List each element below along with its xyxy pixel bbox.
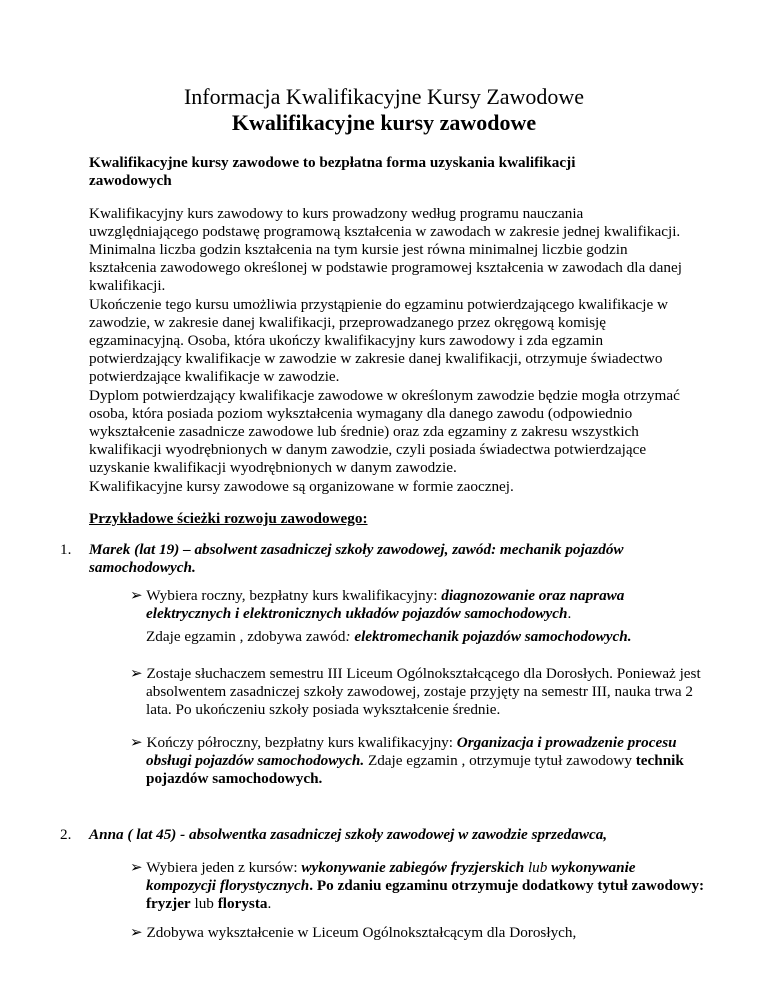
bullet-arrow-icon: ➢	[130, 859, 143, 876]
paragraph: Dyplom potwierdzający kwalifikacje zawodowe w określonym zawodzie będzie mogła otrzymać osoba, która posiada poziom wykształcenia wymagany dla danego zawodu (odpowiednio wykształcenie zasadnicze zawodowe lub średnie) oraz zda egzaminy z zakresu wszystkich kwalifikacji wyodrębnionych w danym zawodzie, czyli posiada świadectwa potwierdzające uzyskanie kwalifikacji wyodrębnionych w danym zawodzie.	[89, 387, 680, 476]
bullet-item: ➢ Kończy półroczny, bezpłatny kurs kwalifikacyjny: Organizacja i prowadzenie procesu obsługi pojazdów samochodowych. Zdaje egzamin , otrzymuje tytuł zawodowy technik pojazdów samochodowych.	[130, 734, 684, 787]
bullet-arrow-icon: ➢	[130, 665, 143, 682]
section-heading: Przykładowe ścieżki rozwoju zawodowego:	[89, 510, 368, 527]
paragraph: Kwalifikacyjne kursy zawodowe są organizowane w formie zaocznej.	[89, 478, 514, 495]
bullet-item: ➢ Wybiera roczny, bezpłatny kurs kwalifikacyjny: diagnozowanie oraz naprawa elektrycznych i elektronicznych układów pojazdów samochodowych.	[130, 587, 625, 622]
example-heading: Anna ( lat 45) - absolwentka zasadniczej szkoły zawodowej w zawodzie sprzedawca,	[89, 826, 608, 843]
lead-paragraph: Kwalifikacyjne kursy zawodowe to bezpłatna forma uzyskania kwalifikacji zawodowych	[89, 154, 576, 189]
result-line: Zdaje egzamin , zdobywa zawód: elektromechanik pojazdów samochodowych.	[146, 628, 632, 645]
bullet-arrow-icon: ➢	[130, 924, 143, 941]
bullet-item: ➢ Zostaje słuchaczem semestru III Liceum Ogólnokształcącego dla Dorosłych. Ponieważ jest absolwentem zasadniczej szkoły zawodowej, zostaje przyjęty na semestr III, nauka trwa 2 lata. Po ukończeniu szkoły posiada wykształcenie średnie.	[130, 665, 701, 718]
list-number: 1.	[60, 541, 72, 558]
example-heading: Marek (lat 19) – absolwent zasadniczej szkoły zawodowej, zawód: mechanik pojazdów samochodowych.	[89, 541, 624, 576]
document-subtitle: Kwalifikacyjne kursy zawodowe	[231, 110, 537, 135]
bullet-arrow-icon: ➢	[130, 587, 143, 604]
bullet-item: ➢ Zdobywa wykształcenie w Liceum Ogólnokształcącym dla Dorosłych,	[130, 924, 577, 941]
paragraph: Kwalifikacyjny kurs zawodowy to kurs prowadzony według programu nauczania uwzględniającego podstawę programową kształcenia w zawodach w zakresie jednej kwalifikacji. Minimalna liczba godzin kształcenia na tym kursie jest równa minimalnej liczbie godzin kształcenia zawodowego określonej w podstawie programowej kształcenia w zawodach dla danej kwalifikacji.	[89, 205, 682, 294]
bullet-item: ➢ Wybiera jeden z kursów: wykonywanie zabiegów fryzjerskich lub wykonywanie kompozycji florystycznych. Po zdaniu egzaminu otrzymuje dodatkowy tytuł zawodowy: fryzjer lub florysta.	[130, 859, 705, 912]
paragraph: Ukończenie tego kursu umożliwia przystąpienie do egzaminu potwierdzającego kwalifikacje w zawodzie, w zakresie danej kwalifikacji, przeprowadzanego przez okręgową komisję egzaminacyjną. Osoba, która ukończy kwalifikacyjny kurs zawodowy i zda egzamin potwierdzający kwalifikacje w zawodzie w zakresie danej kwalifikacji, otrzymuje świadectwo potwierdzające kwalifikacje w zawodzie.	[89, 296, 669, 385]
bullet-arrow-icon: ➢	[130, 734, 143, 751]
list-number: 2.	[60, 826, 72, 843]
document-title: Informacja Kwalifikacyjne Kursy Zawodowe	[183, 84, 585, 109]
